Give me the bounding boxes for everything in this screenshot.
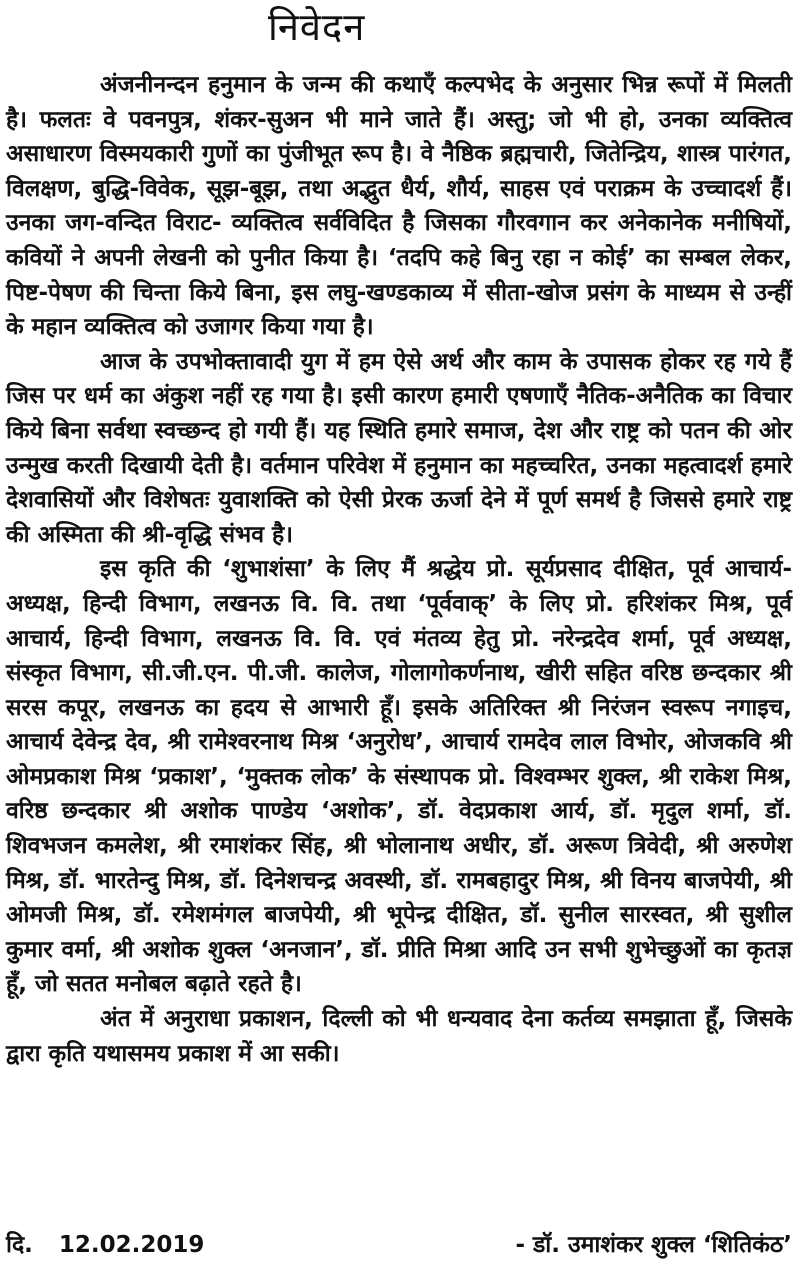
paragraph-3: इस कृति की ‘शुभाशंसा’ के लिए मैं श्रद्धेय प्रो. सूर्यप्रसाद दीक्षित, पूर्व आचार्य-अध्यक्ष, हिन्दी विभाग, लखनऊ वि. वि. तथा ‘पूर्ववाक्’ के लिए प्रो. हरिशंकर मिश्र, पूर्व आचार्य, हिन्दी विभाग, लखनऊ वि. वि. एवं मंतव्य हेतु प्रो. नरेन्द्रदेव शर्मा, पूर्व अध्यक्ष, संस्कृत विभाग, सी.जी.एन. पी.जी. कालेज, गोलागोकर्णनाथ, खीरी सहित वरिष्ठ छन्दकार श्री सरस कपूर, लखनऊ का हदय से आभारी हूँ। इसके अतिरिक्त श्री निरंजन स्वरूप नगाइच, आचार्य देवेन्द्र देव, श्री रामेश्वरनाथ मिश्र ‘अनुरोध’, आचार्य रामदेव लाल विभोर, ओजकवि श्री ओमप्रकाश मिश्र ‘प्रकाश’, ‘मुक्तक लोक’ के संस्थापक प्रो. विश्वम्भर शुक्ल, श्री राकेश मिश्र, वरिष्ठ छन्दकार श्री अशोक पाण्डेय ‘अशोक’, डॉ. वेदप्रकाश आर्य, डॉ. मृदुल शर्मा, डॉ. शिवभजन कमलेश, श्री रमाशंकर सिंह, श्री भोलानाथ अधीर, डॉ. अरूण त्रिवेदी, श्री अरुणेश मिश्र, डॉ. भारतेन्दु मिश्र, डॉ. दिनेशचन्द्र अवस्थी, डॉ. रामबहादुर मिश्र, श्री विनय बाजपेयी, श्री ओमजी मिश्र, डॉ. रमेशमंगल बाजपेयी, श्री भूपेन्द्र दीक्षित, डॉ. सुनील सारस्वत, श्री सुशील कुमार वर्मा, श्री अशोक शुक्ल ‘अनजान’, डॉ. प्रीति मिश्रा आदि उन सभी शुभेच्छुओं का कृतज्ञ हूँ, जो सतत मनोबल बढ़ाते रहते है। (6, 556, 792, 998)
date-prefix: दि. (6, 1232, 33, 1258)
document-footer (6, 1228, 792, 1262)
paragraph-2: आज के उपभोक्तावादी युग में हम ऐसे अर्थ और काम के उपासक होकर रह गये हैं जिस पर धर्म का अंकुश नहीं रह गया है। इसी कारण हमारी एषणाएँ नैतिक-अनैतिक का विचार किये बिना सर्वथा स्वच्छन्द हो गयी हैं। यह स्थिति हमारे समाज, देश और राष्ट्र को पतन की ओर उन्मुख करती दिखायी देती है। वर्तमान परिवेश में हनुमान का महच्चरित, उनका महत्वादर्श हमारे देशवासियों और विशेषतः युवाशक्ति को ऐसी प्रेरक ऊर्जा देने में पूर्ण समर्थ है जिससे हमारे राष्ट्र की अस्मिता की श्री-वृद्धि संभव है। (6, 348, 792, 548)
page-title: निवेदन (268, 5, 366, 49)
author-signature: - डॉ. उमाशंकर शुक्ल ‘शितिकंठ’ (515, 1232, 792, 1258)
paragraph-1: अंजनीनन्दन हनुमान के जन्म की कथाएँ कल्पभेद के अनुसार भिन्न रूपों में मिलती है। फलतः वे पवनपुत्र, शंकर-सुअन भी माने जाते हैं। अस्तु; जो भी हो, उनका व्यक्तित्व असाधारण विस्मयकारी गुणों का पुंजीभूत रूप है। वे नैष्ठिक ब्रह्मचारी, जितेन्द्रिय, शास्त्र पारंगत, विलक्षण, बुद्धि-विवेक, सूझ-बूझ, तथा अद्भुत धैर्य, शौर्य, साहस एवं पराक्रम के उच्चादर्श हैं। उनका जग-वन्दित विराट- व्यक्तित्व सर्वविदित है जिसका गौरवगान कर अनेकानेक मनीषियों, कवियों ने अपनी लेखनी को पुनीत किया है। ‘तदपि कहे बिनु रहा न कोई’ का सम्बल लेकर, पिष्ट-पेषण की चिन्ता किये बिना, इस लघु-खण्डकाव्य में सीता-खोज प्रसंग के माध्यम से उन्हीं के महान व्यक्तित्व को उजागर किया गया है। (6, 72, 792, 341)
date-value: 12.02.2019 (58, 1232, 205, 1258)
date-line (6, 1228, 204, 1262)
paragraph-4: अंत में अनुराधा प्रकाशन, दिल्ली को भी धन्यवाद देना कर्तव्य समझाता हूँ, जिसके द्वारा कृति यथासमय प्रकाश में आ सकी। (6, 1006, 792, 1067)
document-body (6, 68, 792, 1071)
